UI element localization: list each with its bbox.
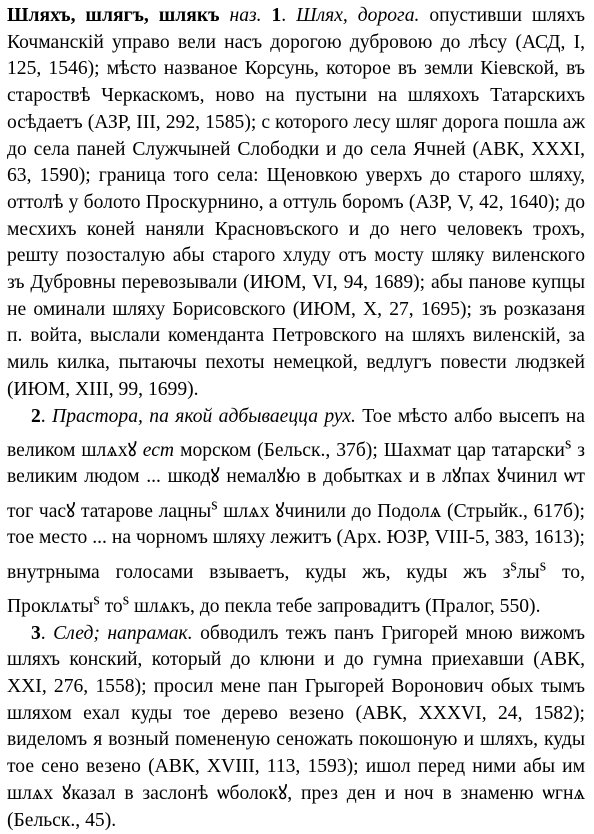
dictionary-entry xyxy=(7,3,585,834)
sense-2-paragraph: 2. Прастора, па якой адбываецца рух. Тое мѣсто албо высепъ на великом шлѧхꙋ ест морском (Бельск., 37б); Шахмат цар татарски$^s$ з великим людом ... шкодꙋ немалꙋю в добытках и в лꙋпах ꙋчинил ѡт тог часꙋ татарове лацны$^s$ шлѧх ꙋчинили до Подолѧ (Стрыйк., 617б); тое место ... на чорномъ шляху лежитъ (Арх. ЮЗР, VIII-5, 383, 1613); внутрныма голосами взываетъ, куды жъ, куды жъ $з^sлы^s$ то, Проклѧты$^s$ $то^s$ шлѧкъ, до пекла тебе запровадитъ (Пралог, 550). xyxy=(7,405,586,617)
sense-3-paragraph: 3. След; напрамак. обводилъ тежъ панъ Григорей мною вижомъ шляхъ конский, который до клюни и до гумна приехавши (АВК, XXI, 276, 1558); просил мене пан Грыгорей Воронович обых тымъ шляхом ехал куды тое дерево везено (АВК, XXXVI, 24, 1582); виделомъ я возный помененую сеножать покошоную и шляхъ, куды тое сено везено (АВК, XVIII, 113, 1593); ишол перед ними абы им шлѧх ꙋказал в заслонѣ ѡболокꙋ, през ден и ноч в знаменю ѡгнѧ (Бельск., 45). xyxy=(7,622,585,831)
citation-text: шлѧкъ, до пекла тебе запровадитъ (Пралог, 550). xyxy=(129,595,541,617)
citation-text: лы xyxy=(516,561,540,583)
superscript-mark: s xyxy=(564,433,572,453)
citation-text: Тое мѣсто албо высепъ на великом шлѧхꙋ xyxy=(7,405,586,461)
citation-text: то, Проклѧты xyxy=(7,561,585,617)
superscript-mark: s xyxy=(211,494,218,514)
citation-text: обводилъ тежъ панъ Григорей мною вижомъ шляхъ конский, который до клюни и до гумна приехавши (АВК, XXI, 276, 1558); просил мене пан Грыгорей Воронович обых тымъ шляхом ехал куды тое дерево везено (АВК, XXXVI, 24, 1582); виделомъ я возный помененую сеножать покошоную и шляхъ, куды тое сено везено (АВК, XVIII, 113, 1593); ишол перед ними абы им шлѧх ꙋказал в заслонѣ ѡболокꙋ, през ден и ноч в знаменю ѡгнѧ (Бельск., 45). xyxy=(7,622,585,831)
sense-1-paragraph: Шляхъ, шлягъ, шлякъ наз. 1. Шлях, дорога. опустивши шляхъ Кочманскій управо вели насъ дорогою дубровою до лѣсу (АСД, I, 125, 1546); мѣсто названое Корсунь, которое въ земли Кіевской, въ староствѣ Черкаскомъ, ново на пустыни на шляхохъ Татарскихъ осѣдаетъ (АЗР, III, 292, 1585); с которого лесу шляг дорога пошла аж до села паней Служчыней Слободки и до села Ячней (АВК, XXXI, 63, 1590); граница того села: Щеновкою уверхъ до старого шляху, оттолѣ у болото Проскурнино, а оттуль боромъ (АЗР, V, 42, 1640); до месхихъ коней наняли Красновъского и до него человекъ трохъ, решту позосталую абы старого хлуду отъ мосту шляку виленского зъ Дубровны перевозывали (ИЮМ, VI, 94, 1689); абы панове купцы не оминали шляху Борисовского (ИЮМ, X, 27, 1695); зъ розказаня п. войта, выслали коменданта Петровского на шляхъ виленскій, за миль килка, пытаючы пехоты немецкой, ведлугъ повести людзкей (ИЮМ, XIII, 99, 1699). xyxy=(7,5,585,400)
citation-text: опустивши шляхъ Кочманскій управо вели насъ дорогою дубровою до лѣсу (АСД, I, 125, 1546); мѣсто названое Корсунь, которое въ земли Кіевской, въ староствѣ Черкаскомъ, ново на пустыни на шляхохъ Татарскихъ осѣдаетъ (АЗР, III, 292, 1585); с которого лесу шляг дорога пошла аж до села паней Служчыней Слободки и до села Ячней (АВК, XXXI, 63, 1590); граница того села: Щеновкою уверхъ до старого шляху, оттолѣ у болото Проскурнино, а оттуль боромъ (АЗР, V, 42, 1640); до месхихъ коней наняли Красновъского и до него человекъ трохъ, решту позосталую абы старого хлуду отъ мосту шляку виленского зъ Дубровны перевозывали (ИЮМ, VI, 94, 1689); абы панове купцы не оминали шляху Борисовского (ИЮМ, X, 27, 1695); зъ розказаня п. войта, выслали коменданта Петровского на шляхъ виленскій, за миль килка, пытаючы пехоты немецкой, ведлугъ повести людзкей (ИЮМ, XIII, 99, 1699). xyxy=(7,5,585,400)
grammar-label: наз. xyxy=(229,5,262,26)
citation-text: то xyxy=(99,595,123,617)
sense-definition: След; напрамак. xyxy=(53,622,193,644)
sense-number: 3 xyxy=(31,622,41,644)
sense-citations xyxy=(7,623,585,831)
sense-citations xyxy=(7,5,585,400)
sense-definition: Прастора, па якой адбываецца рух. xyxy=(52,405,356,427)
citation-text: морском (Бельск., 37б); Шахмат цар татарски xyxy=(174,439,565,461)
citation-text: шлѧх ꙋчинили до Подолѧ (Стрыйк., 617б); тое место ... на чорномъ шляху лежитъ (Арх. ЮЗР, VIII-5, 383, 1613); внутрныма голосами взываетъ, куды жъ, куды жъ з xyxy=(7,500,585,583)
citation-text: ест xyxy=(142,439,175,461)
superscript-mark: s xyxy=(510,555,517,575)
sense-definition: Шлях, дорога. xyxy=(296,5,420,26)
sense-number: 1 xyxy=(271,5,282,26)
sense-number: 2 xyxy=(31,405,41,427)
entry-headword: Шляхъ, шлягъ, шлякъ xyxy=(7,5,220,26)
sense-citations xyxy=(7,406,585,617)
citation-text: з великим людом ... шкодꙋ немалꙋю в добытках и в лꙋпах ꙋчинил ѡт тог часꙋ татарове лацны xyxy=(7,439,586,522)
superscript-mark: s xyxy=(93,589,100,609)
superscript-mark: s xyxy=(539,555,547,575)
superscript-mark: s xyxy=(122,589,130,609)
